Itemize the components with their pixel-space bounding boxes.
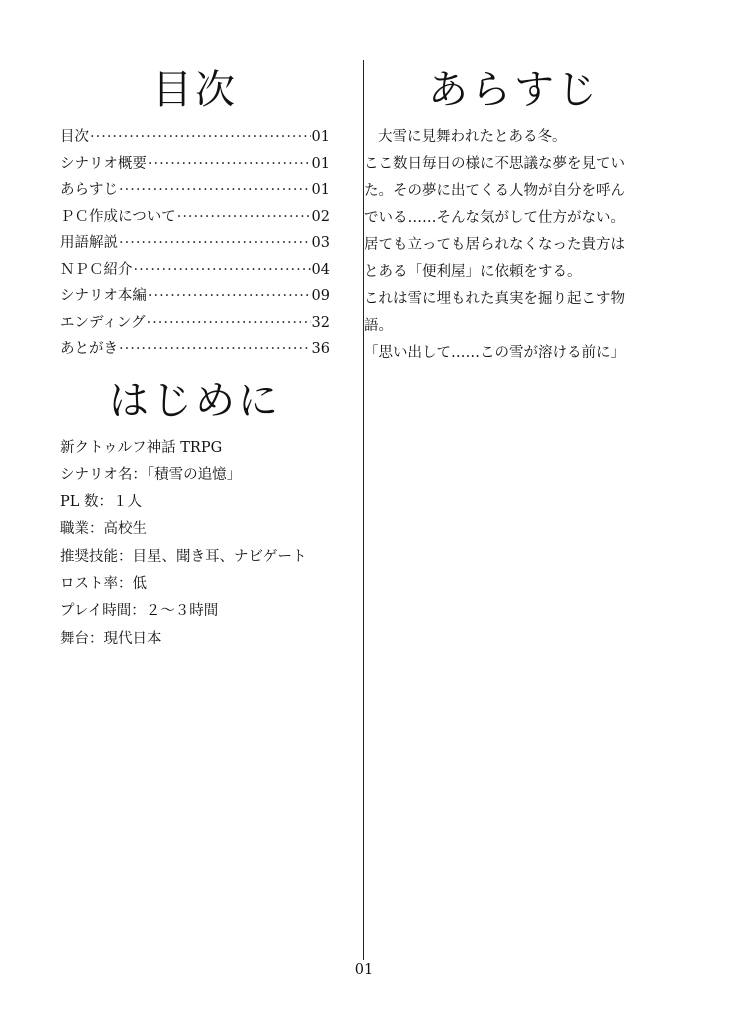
toc-leader	[148, 151, 311, 178]
toc-page: 09	[311, 288, 330, 304]
synopsis-line: ここ数日毎日の様に不思議な夢を見てい	[364, 156, 625, 172]
toc-leader	[148, 283, 311, 310]
toc-label: シナリオ概要	[60, 155, 147, 172]
toc-item[interactable]	[60, 124, 330, 151]
toc-page: 36	[311, 341, 330, 357]
toc-leader	[147, 310, 311, 337]
synopsis-line: 居ても立っても居られなくなった貴方は	[364, 237, 625, 253]
toc-leader	[119, 177, 311, 204]
toc-label: シナリオ本編	[60, 288, 147, 304]
right-column	[364, 68, 664, 367]
synopsis-line: た。その夢に出てくる人物が自分を呼ん	[364, 183, 625, 199]
info-line: PL 数：１人	[60, 494, 142, 511]
toc-page: 01	[311, 129, 330, 145]
synopsis-line: とある「便利屋」に依頼をする。	[364, 264, 582, 280]
table-of-contents	[60, 124, 330, 363]
toc-page: 01	[311, 182, 330, 198]
info-line: ロスト率：低	[60, 575, 147, 592]
toc-leader	[134, 257, 311, 284]
info-line: シナリオ名：「積雪の追憶」	[60, 466, 242, 483]
toc-page: 32	[311, 314, 330, 331]
toc-item[interactable]	[60, 336, 330, 363]
toc-item[interactable]	[60, 177, 330, 204]
toc-label: ＰＣ作成について	[60, 208, 176, 225]
toc-leader	[90, 124, 311, 151]
synopsis-line: これは雪に埋もれた真実を掘り起こす物	[364, 291, 625, 307]
scenario-info-list	[60, 435, 330, 653]
toc-item[interactable]	[60, 230, 330, 257]
info-line: 舞台：現代日本	[60, 630, 162, 647]
page-number: 01	[354, 962, 374, 978]
toc-page: 04	[311, 261, 330, 278]
toc-item[interactable]	[60, 283, 330, 310]
toc-label: あらすじ	[60, 182, 118, 198]
info-line: 推奨技能：目星、聞き耳、ナビゲート	[60, 548, 307, 565]
synopsis-heading: あらすじ	[428, 67, 600, 113]
synopsis-line: でいる……そんな気がして仕方がない。	[364, 210, 625, 226]
toc-leader	[119, 230, 311, 257]
info-line: 職業：高校生	[60, 521, 147, 538]
toc-item[interactable]	[60, 257, 330, 284]
synopsis-body	[364, 124, 664, 367]
toc-item[interactable]	[60, 310, 330, 337]
toc-page: 03	[311, 235, 330, 251]
toc-leader	[177, 204, 311, 231]
toc-label: エンディング	[60, 314, 146, 331]
left-column	[60, 68, 330, 653]
toc-item[interactable]	[60, 204, 330, 231]
toc-label: あとがき	[60, 341, 118, 357]
toc-leader	[119, 336, 311, 363]
synopsis-line: 語。	[364, 318, 393, 334]
synopsis-line: 「思い出して……この雪が溶ける前に」	[364, 345, 625, 361]
toc-heading: 目次	[152, 67, 238, 113]
toc-page: 02	[311, 208, 330, 225]
intro-heading: はじめに	[109, 377, 281, 424]
toc-label: 用語解説	[60, 235, 118, 251]
info-line: 新クトゥルフ神話 TRPG	[60, 439, 223, 456]
toc-page: 01	[311, 155, 330, 172]
synopsis-line: 大雪に見舞われたとある冬。	[378, 129, 567, 145]
toc-item[interactable]	[60, 151, 330, 178]
toc-label: ＮＰＣ紹介	[60, 261, 133, 278]
info-line: プレイ時間：２～３時間	[60, 603, 219, 620]
toc-label: 目次	[60, 129, 89, 145]
